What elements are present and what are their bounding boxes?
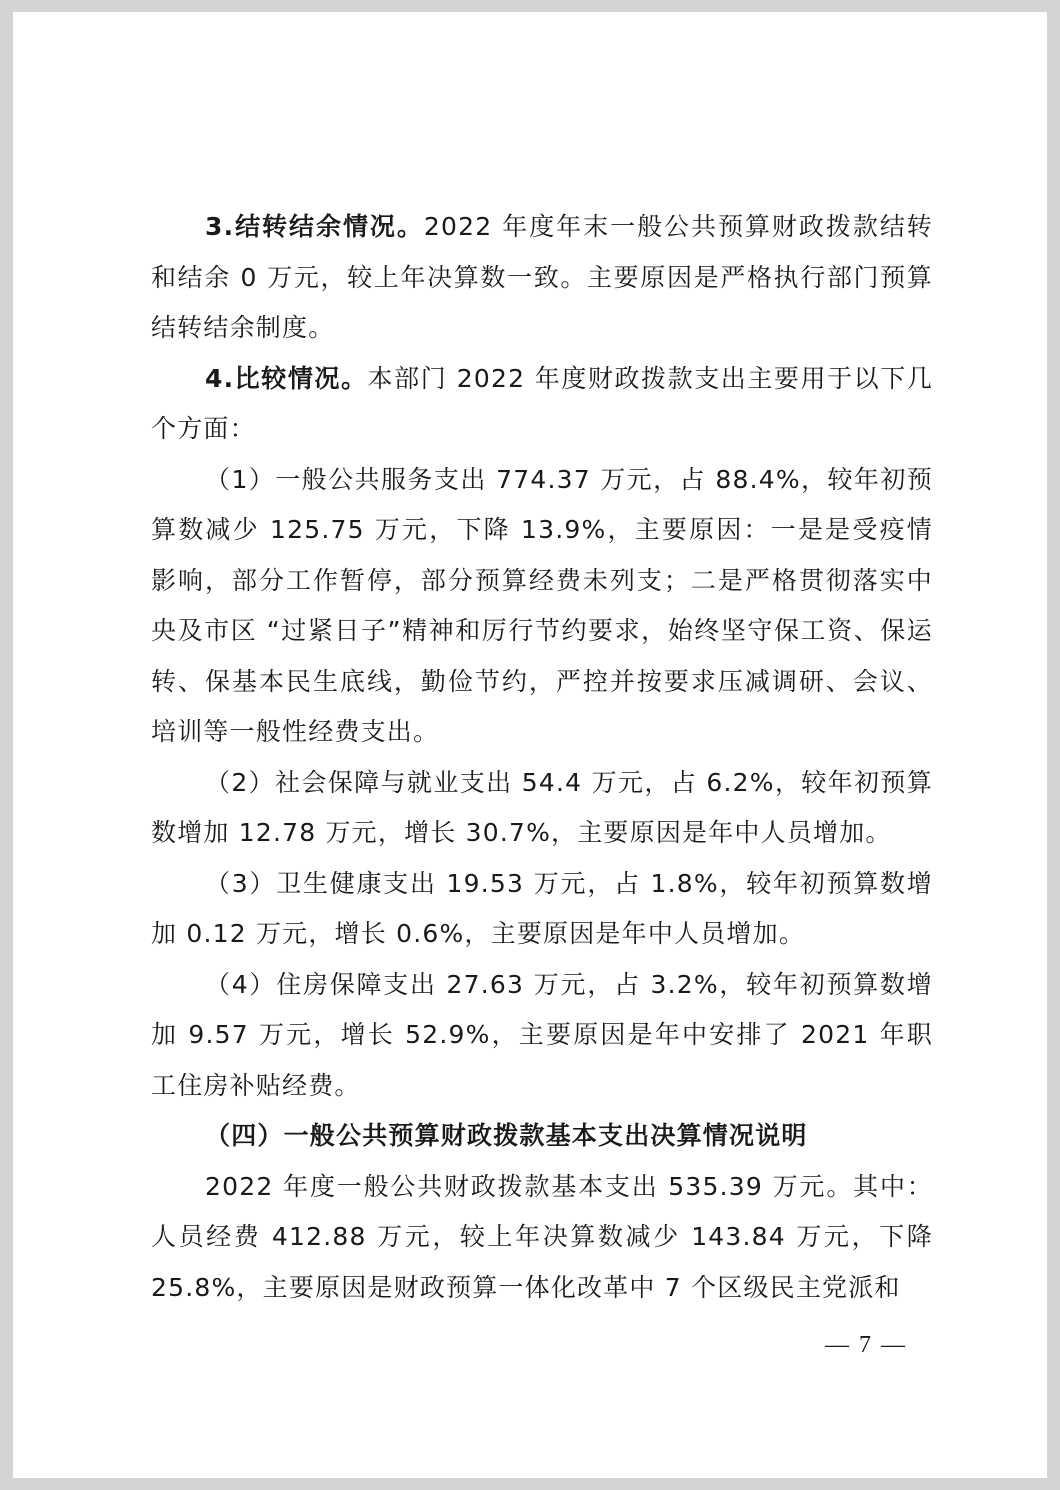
paragraph-comparison	[151, 354, 933, 455]
heading-carryover-balance: 3.结转结余情况。	[205, 212, 424, 241]
document-body	[151, 202, 933, 1313]
paragraph-general-public-services: （1）一般公共服务支出 774.37 万元，占 88.4%，较年初预算数减少 125.75 万元，下降 13.9%，主要原因：一是是受疫情影响，部分工作暂停，部分预算经费未列支；二是严格贯彻落实中央及市区 “过紧日子”精神和厉行节约要求，始终坚守保工资、保运转、保基本民生底线，勤俭节约，严控并按要求压减调研、会议、培训等一般性经费支出。	[151, 464, 933, 746]
paragraph-carryover-balance	[151, 202, 933, 354]
paragraph-basic-expenditure: 2022 年度一般公共财政拨款基本支出 535.39 万元。其中：人员经费 412.88 万元，较上年决算数减少 143.84 万元，下降 25.8%，主要原因是财政预算一体化改革中 7 个区级民主党派和	[151, 1171, 933, 1302]
paragraph-carryover-balance-text: 2022 年度年末一般公共预算财政拨款结转和结余 0 万元，较上年决算数一致。主要原因是严格执行部门预算结转结余制度。	[151, 212, 933, 342]
paragraph-health: （3）卫生健康支出 19.53 万元，占 1.8%，较年初预算数增加 0.12 万元，增长 0.6%，主要原因是年中人员增加。	[151, 868, 933, 948]
page-number: — 7 —	[825, 1332, 907, 1358]
paragraph-housing: （4）住房保障支出 27.63 万元，占 3.2%，较年初预算数增加 9.57 万元，增长 52.9%，主要原因是年中安排了 2021 年职工住房补贴经费。	[151, 969, 933, 1100]
section-heading-basic-expenditure: （四）一般公共预算财政拨款基本支出决算情况说明	[205, 1121, 808, 1150]
paragraph-comparison-text: 本部门 2022 年度财政拨款支出主要用于以下几个方面：	[151, 363, 933, 443]
document-page	[13, 12, 1047, 1478]
heading-comparison: 4.比较情况。	[205, 363, 368, 393]
paragraph-social-security: （2）社会保障与就业支出 54.4 万元，占 6.2%，较年初预算数增加 12.78 万元，增长 30.7%，主要原因是年中人员增加。	[151, 767, 933, 847]
